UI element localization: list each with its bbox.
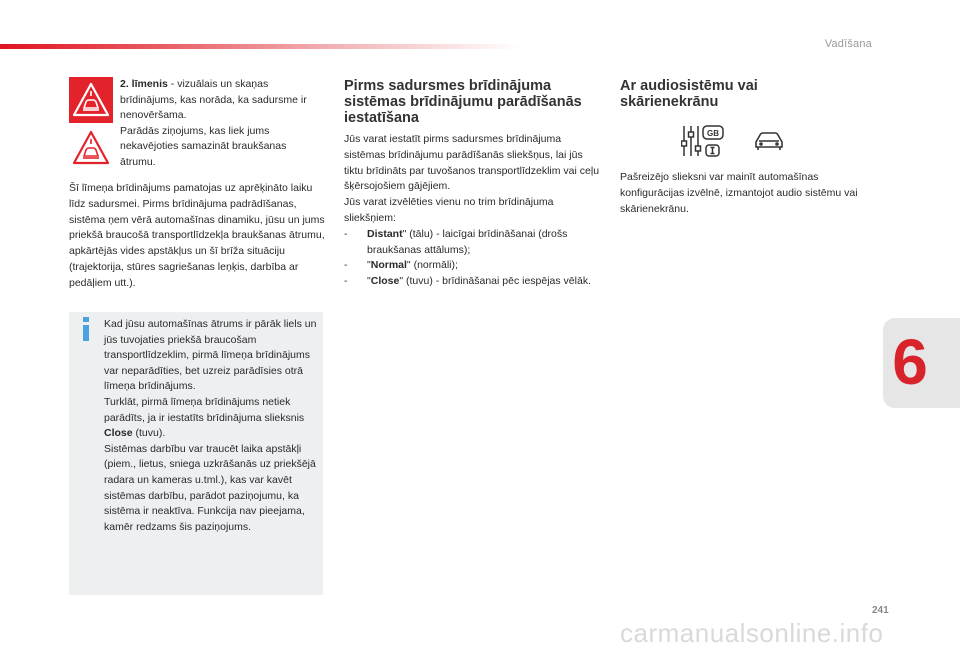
info-p2-a: Turklāt, pirmā līmeņa brīdinājums netiek parādīts, ja ir iestatīts brīdinājuma slieksnis — [104, 395, 305, 424]
option-name: Close — [370, 275, 400, 288]
level-2-description — [120, 77, 310, 170]
info-paragraph-2 — [104, 395, 318, 442]
option-prefix: " — [367, 259, 371, 272]
car-icon — [753, 130, 785, 152]
list-dash: - — [344, 275, 348, 288]
info-icon — [80, 316, 94, 342]
audio-touchscreen-heading: Ar audiosistēmu vai skārienekrānu — [620, 78, 758, 110]
threshold-settings-heading: Pirms sadursmes brīdinājuma sistēmas brīdinājumu parādīšanās iestatīšana — [344, 78, 582, 126]
info-paragraph-3: Sistēmas darbību var traucēt laika apstākļi (piem., lietus, sniega uzkrāšanās uz priekšējā radara un kameras u.tml.), kas var kavēt sistēmas darbību, parādot paziņojumu, ka sistēma ir neaktīva. Funkcija nav pieejama, kamēr redzams šis paziņojums. — [104, 442, 316, 533]
info-p2-bold: Close — [104, 427, 133, 440]
language-label: GB — [707, 129, 719, 138]
list-dash: - — [344, 227, 348, 240]
threshold-options-list — [344, 227, 600, 290]
level-text-2: Parādās ziņojums, kas liek jums nekavējoties samazināt braukšanas ātrumu. — [120, 124, 287, 168]
threshold-settings-body — [344, 132, 600, 290]
collision-warning-icon — [69, 77, 113, 123]
audio-settings-icon — [681, 124, 725, 158]
list-item — [344, 227, 600, 259]
audio-touchscreen-text: Pašreizējo slieksni var mainīt automašīnas konfigurācijas izvēlnē, izmantojot audio sistēmu vai skārienekrānu. — [620, 171, 858, 215]
option-description: " (normāli); — [406, 259, 458, 272]
page-number: 241 — [872, 605, 889, 616]
header-accent-bar — [0, 44, 520, 49]
option-description: " (tālu) - laicīgai brīdināšanai (drošs braukšanas attālums); — [367, 227, 568, 256]
option-name: Distant — [367, 227, 403, 240]
option-description: " (tuvu) - brīdināšanai pēc iespējas vēlāk. — [399, 275, 591, 288]
chapter-number: 6 — [892, 326, 928, 398]
option-name: Normal — [370, 259, 407, 272]
info-panel — [69, 312, 323, 595]
list-item — [344, 258, 600, 274]
section-title: Vadīšana — [824, 38, 872, 50]
watermark: carmanualsonline.info — [620, 618, 884, 648]
option-prefix: " — [367, 275, 371, 288]
list-dash: - — [344, 259, 348, 272]
audio-touchscreen-body — [620, 170, 878, 217]
level-text: - vizuālais un skaņas brīdinājums, kas norāda, ka sadursme ir nenovēršama. — [120, 78, 307, 121]
threshold-paragraph-2: Jūs varat izvēlēties vienu no trim brīdinājuma sliekšņiem: — [344, 196, 554, 224]
list-item — [344, 274, 600, 290]
info-paragraph-1: Kad jūsu automašīnas ātrums ir pārāk liels un jūs tuvojaties priekšā braucošam transportlīdzeklim, pirmā līmeņa brīdinājums var neparādīties, bet uzreiz parādīsies otrā līmeņa brīdinājums. — [104, 318, 317, 393]
level-2-body-text: Šī līmeņa brīdinājums pamatojas uz aprēķināto laiku līdz sadursmei. Pirms brīdinājuma padrādīšanas, sistēma ņem vērā automašīnas dinamiku, jūsu un jums priekšā braucošā transportlīdzekļa braukšanas ātrumu, apkārtējās vides apstākļus un šī brīža situāciju (trajektorija, stūres sagriešanas leņķis, darbība ar pedāļiem utt.). — [69, 182, 325, 289]
collision-warning-outline-icon — [69, 125, 113, 171]
threshold-paragraph-1: Jūs varat iestatīt pirms sadursmes brīdinājuma sistēmas brīdinājumu parādīšanās sliekšņus, lai jūs tiktu brīdināts par tuvošanos transportlīdzeklim vai ceļu šķērsojošiem gājējiem. — [344, 133, 600, 193]
info-text — [104, 317, 318, 535]
info-p2-b: (tuvu). — [132, 427, 166, 440]
level-2-body — [69, 181, 325, 292]
level-title: 2. līmenis — [120, 78, 168, 90]
